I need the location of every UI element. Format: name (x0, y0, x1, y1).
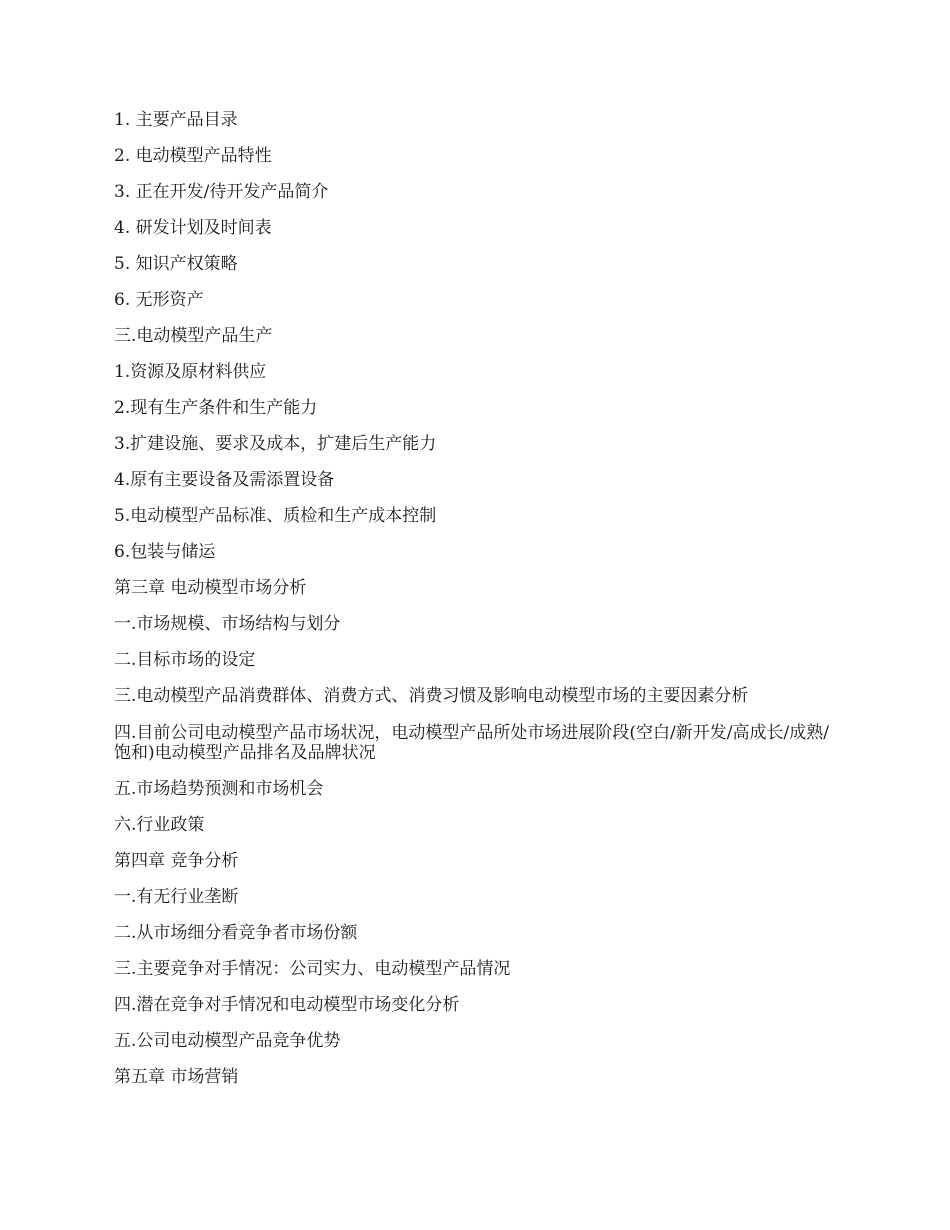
chapter-heading: 第三章 电动模型市场分析 (114, 578, 307, 598)
toc-item: 三.主要竞争对手情况：公司实力、电动模型产品情况 (114, 959, 511, 979)
toc-item: 4.原有主要设备及需添置设备 (114, 470, 335, 490)
toc-item: 六.行业政策 (114, 815, 205, 835)
toc-item: 3. 正在开发/待开发产品简介 (114, 182, 329, 202)
toc-item: 2.现有生产条件和生产能力 (114, 398, 318, 418)
toc-item: 3.扩建设施、要求及成本，扩建后生产能力 (114, 434, 437, 454)
toc-item: 四.目前公司电动模型产品市场状况，电动模型产品所处市场进展阶段(空白/新开发/高成长/成熟/饱和)电动模型产品排名及品牌状况 (114, 723, 829, 763)
chapter-heading: 第四章 竞争分析 (114, 851, 239, 871)
document-body (114, 111, 836, 1104)
toc-item: 三.电动模型产品消费群体、消费方式、消费习惯及影响电动模型市场的主要因素分析 (114, 686, 749, 706)
toc-item: 5. 知识产权策略 (114, 254, 238, 274)
toc-item: 6. 无形资产 (114, 290, 204, 310)
toc-item: 2. 电动模型产品特性 (114, 146, 272, 166)
toc-item: 二.目标市场的设定 (114, 650, 256, 670)
toc-item: 1. 主要产品目录 (114, 110, 238, 130)
toc-item: 五.公司电动模型产品竞争优势 (114, 1031, 341, 1051)
toc-item: 6.包装与储运 (114, 542, 216, 562)
section-heading: 三.电动模型产品生产 (114, 326, 273, 346)
chapter-heading: 第五章 市场营销 (114, 1067, 239, 1087)
toc-item: 4. 研发计划及时间表 (114, 218, 272, 238)
toc-item: 1.资源及原材料供应 (114, 362, 267, 382)
toc-item: 二.从市场细分看竞争者市场份额 (114, 923, 358, 943)
toc-item: 四.潜在竞争对手情况和电动模型市场变化分析 (114, 995, 460, 1015)
toc-item: 一.有无行业垄断 (114, 887, 239, 907)
toc-item: 五.市场趋势预测和市场机会 (114, 779, 324, 799)
toc-item: 一.市场规模、市场结构与划分 (114, 614, 341, 634)
toc-item: 5.电动模型产品标准、质检和生产成本控制 (114, 506, 437, 526)
